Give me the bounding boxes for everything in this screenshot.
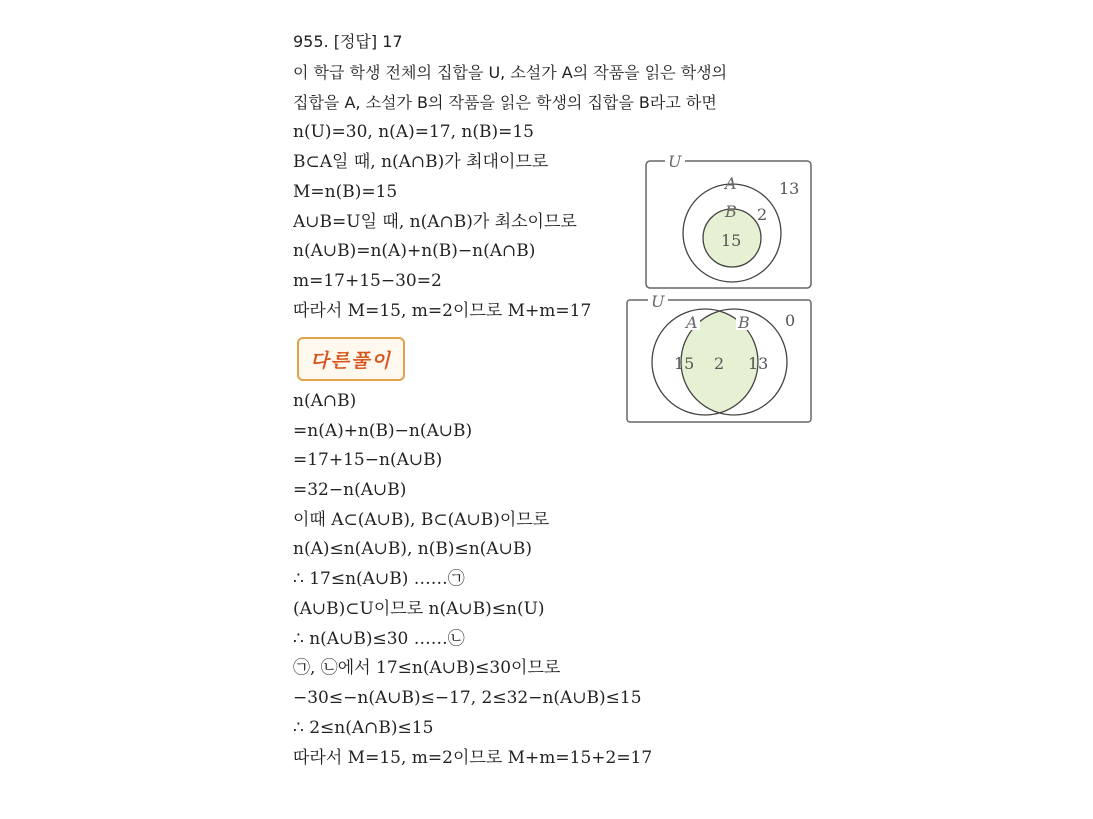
inner-count: 15 (721, 231, 742, 250)
set-b-label: B (738, 313, 750, 332)
outside-count: 0 (785, 311, 796, 330)
alt-line: ∴ n(A∪B)≤30 ……㉡ (293, 629, 465, 649)
overlap-count: 2 (714, 354, 725, 373)
solution-line: B⊂A일 때, n(A∩B)가 최대이므로 (293, 152, 549, 172)
venn-diagram-union (626, 294, 813, 424)
alt-line: ㉠, ㉡에서 17≤n(A∪B)≤30이므로 (293, 658, 561, 678)
set-b-label: B (725, 202, 737, 221)
alt-line: =17+15−n(A∪B) (293, 450, 443, 470)
solution-line: n(A∪B)=n(A)+n(B)−n(A∩B) (293, 241, 536, 261)
universe-label: U (651, 294, 665, 311)
alt-line: ∴ 17≤n(A∪B) ……㉠ (293, 569, 465, 589)
alt-solution-badge: 다른풀이 (297, 337, 405, 381)
left-only-count: 15 (674, 354, 695, 373)
alt-line: =n(A)+n(B)−n(A∪B) (293, 421, 473, 441)
alt-line: (A∪B)⊂U이므로 n(A∪B)≤n(U) (293, 599, 545, 619)
solution-line: n(U)=30, n(A)=17, n(B)=15 (293, 122, 534, 142)
solution-line: M=n(B)=15 (293, 182, 398, 202)
outside-count: 13 (779, 179, 800, 198)
alt-line: −30≤−n(A∪B)≤−17, 2≤32−n(A∪B)≤15 (293, 688, 642, 708)
solution-line: A∪B=U일 때, n(A∩B)가 최소이므로 (293, 212, 577, 232)
right-only-count: 13 (748, 354, 769, 373)
set-a-label: A (686, 313, 698, 332)
universe-label: U (668, 153, 682, 171)
set-a-label: A (725, 174, 737, 193)
solution-line: 이 학급 학생 전체의 집합을 U, 소설가 A의 작품을 읽은 학생의 (293, 63, 728, 82)
venn-diagram-subset (645, 153, 813, 291)
alt-line: =32−n(A∪B) (293, 480, 407, 500)
solution-line: m=17+15−30=2 (293, 271, 442, 291)
solution-line: 집합을 A, 소설가 B의 작품을 읽은 학생의 집합을 B라고 하면 (293, 93, 717, 112)
alt-line: n(A)≤n(A∪B), n(B)≤n(A∪B) (293, 539, 532, 559)
ring-count: 2 (757, 205, 768, 224)
alt-line: ∴ 2≤n(A∩B)≤15 (293, 718, 434, 738)
alt-line: 이때 A⊂(A∪B), B⊂(A∪B)이므로 (293, 510, 550, 530)
alt-line: n(A∩B) (293, 391, 357, 411)
alt-line: 따라서 M=15, m=2이므로 M+m=15+2=17 (293, 748, 653, 768)
solution-line: 따라서 M=15, m=2이므로 M+m=17 (293, 301, 592, 321)
answer-heading: 955. [정답] 17 (293, 32, 403, 51)
